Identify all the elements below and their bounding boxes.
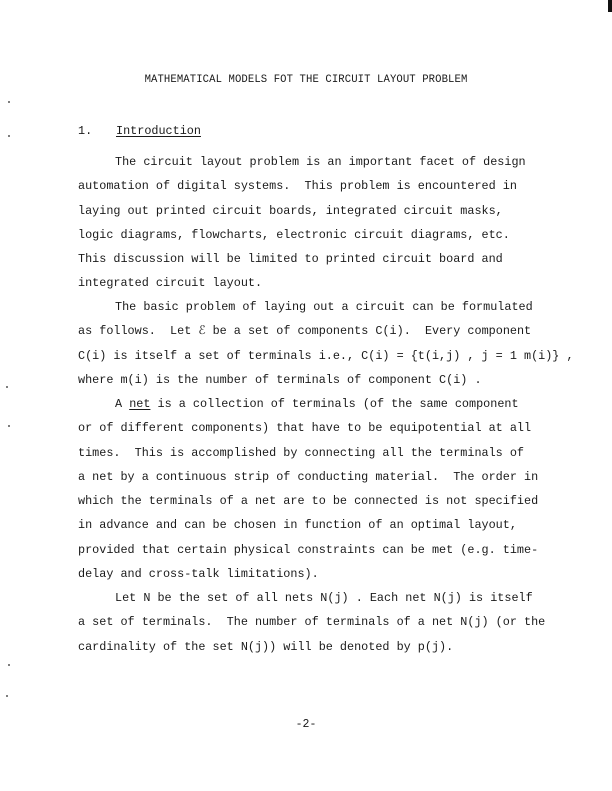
section-title: Introduction (116, 124, 201, 138)
text-line: This discussion will be limited to printed circuit board and (78, 252, 503, 267)
text-line: logic diagrams, flowcharts, electronic circuit diagrams, etc. (78, 227, 510, 242)
text-line: laying out printed circuit boards, integrated circuit masks, (78, 203, 503, 218)
text-line: provided that certain physical constraints can be met (e.g. time- (78, 542, 539, 557)
text-line: The basic problem of laying out a circuit can be formulated (115, 300, 533, 314)
text-line: or of different components) that have to be equipotential at all (78, 421, 532, 436)
paragraph-4 (78, 586, 558, 659)
paragraph-3 (78, 392, 558, 586)
text-line: times. This is accomplished by connecting all the terminals of (78, 445, 524, 460)
scan-speck (8, 135, 10, 137)
text-line: in advance and can be chosen in function of an optimal layout, (78, 518, 517, 533)
section-heading (78, 124, 201, 138)
scan-speck (6, 695, 8, 697)
scan-speck (8, 664, 10, 666)
paragraph-1 (78, 150, 558, 296)
text-line: where m(i) is the number of terminals of component C(i) . (78, 372, 482, 387)
paragraph-2 (78, 295, 574, 392)
page-number: -2- (295, 718, 317, 731)
scan-edge-mark (608, 0, 612, 12)
text-line: integrated circuit layout. (78, 276, 263, 291)
scan-speck (8, 101, 10, 103)
scan-speck (8, 425, 10, 427)
defined-term-net: net (129, 397, 151, 411)
text-line: a set of terminals. The number of terminals of a net N(j) (or the (78, 615, 546, 630)
text-line (78, 392, 558, 416)
scan-speck (6, 386, 8, 388)
text-line: automation of digital systems. This problem is encountered in (78, 179, 517, 194)
section-number: 1. (78, 124, 93, 138)
text-line: C(i) is itself a set of terminals i.e., C(i) = {t(i,j) , j = 1 m(i)} , (78, 348, 574, 363)
text-line: which the terminals of a net are to be connected is not specified (78, 494, 539, 509)
text-line: The circuit layout problem is an important facet of design (115, 155, 526, 169)
text-line: delay and cross-talk limitations). (78, 567, 319, 582)
text-line: cardinality of the set N(j)) will be denoted by p(j). (78, 639, 454, 654)
text-line: as follows. Let ℰ be a set of components C(i). Every component (78, 324, 532, 339)
text-line: Let N be the set of all nets N(j) . Each net N(j) is itself (115, 591, 533, 605)
first-word: A (115, 397, 123, 411)
document-title: MATHEMATICAL MODELS FOT THE CIRCUIT LAYOUT PROBLEM (144, 74, 468, 86)
text-line: a net by a continuous strip of conducting material. The order in (78, 469, 539, 484)
first-line-rest: is a collection of terminals (of the same component (150, 397, 519, 411)
